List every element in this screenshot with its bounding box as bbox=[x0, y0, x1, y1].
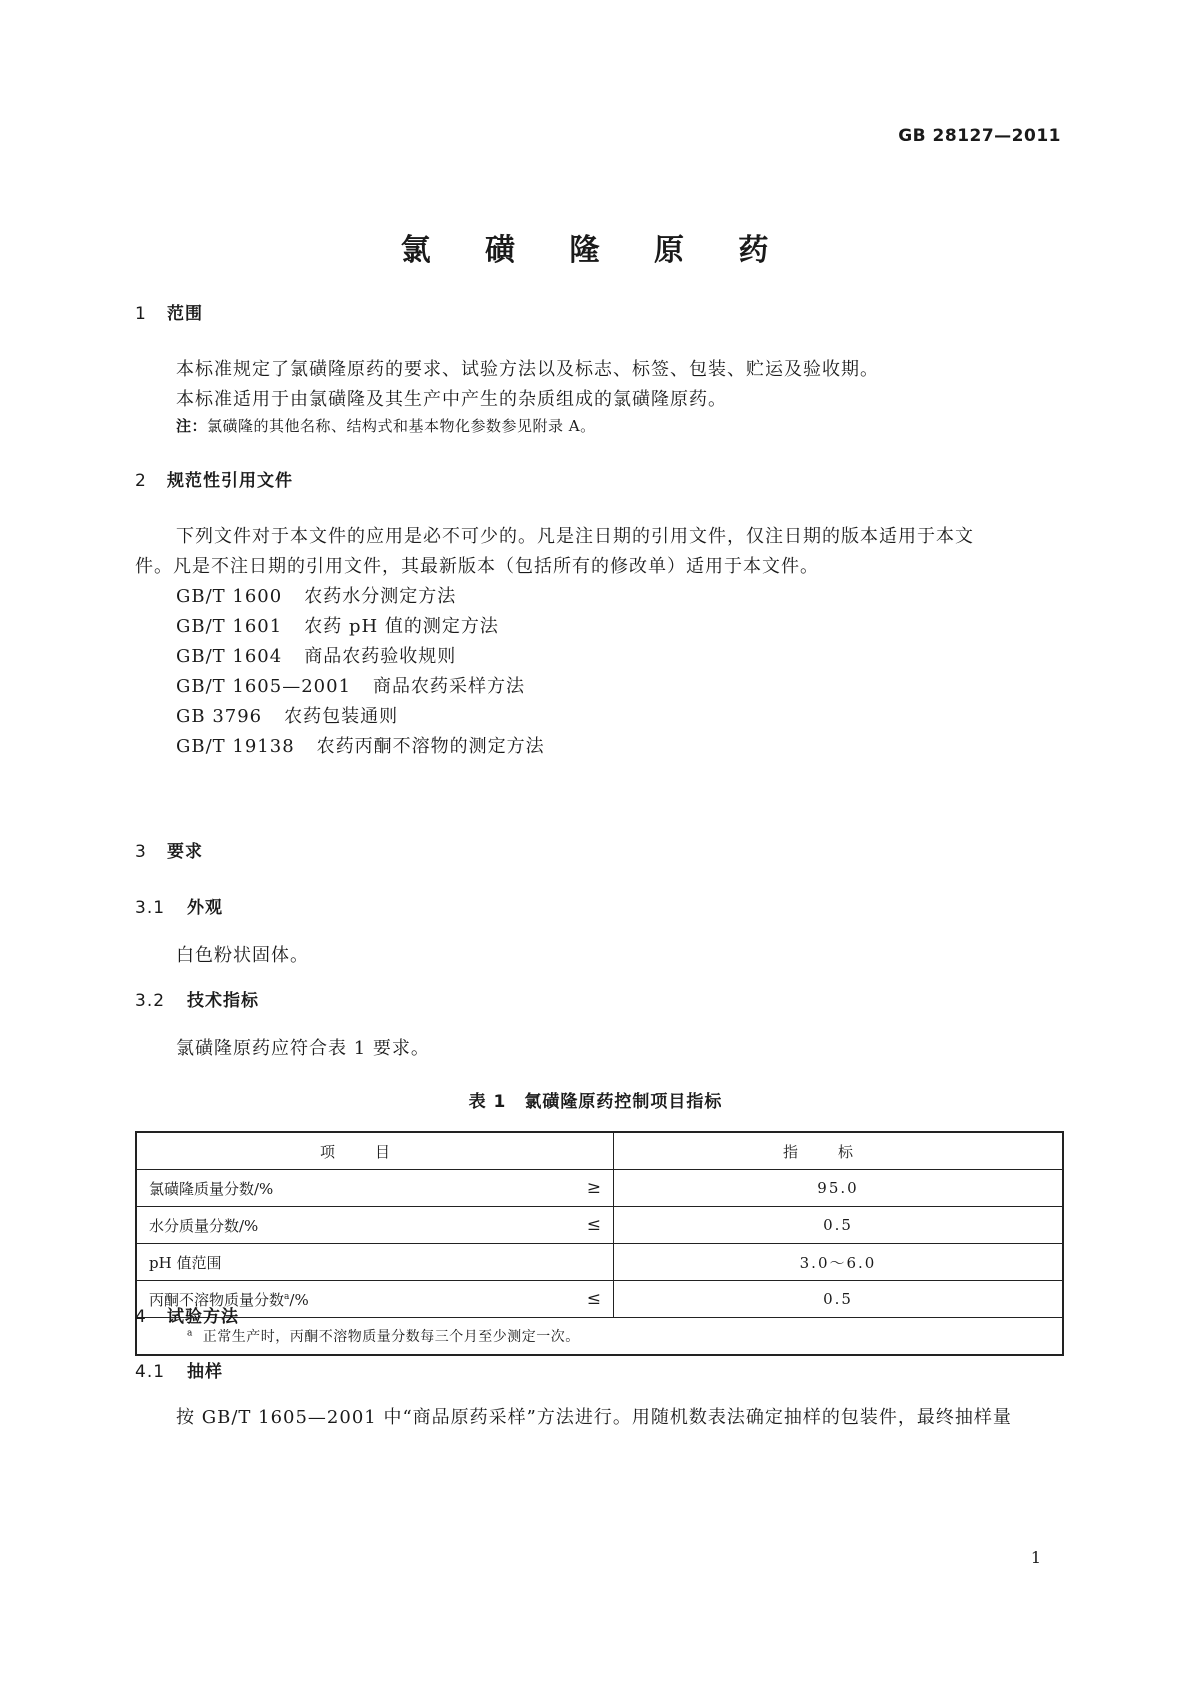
item-label: 氯磺隆质量分数/% bbox=[149, 1179, 274, 1198]
item-unit: /% bbox=[289, 1290, 309, 1309]
comparison-symbol: ≤ bbox=[586, 1215, 601, 1235]
document-title: 氯 磺 隆 原 药 bbox=[400, 233, 791, 268]
table-row bbox=[136, 1207, 1063, 1244]
footnote-mark: a bbox=[187, 1328, 193, 1339]
reference-code: GB 3796 bbox=[176, 706, 263, 727]
item-label: pH 值范围 bbox=[149, 1253, 222, 1272]
footnote-text: 正常生产时，丙酮不溶物质量分数每三个月至少测定一次。 bbox=[202, 1329, 580, 1345]
section-3-1-heading bbox=[135, 893, 223, 918]
standard-number: GB 28127—2011 bbox=[898, 126, 1061, 146]
item-cell bbox=[136, 1170, 614, 1207]
paragraph: 氯磺隆原药应符合表 1 要求。 bbox=[176, 1038, 430, 1059]
section-number: 4 bbox=[135, 1307, 147, 1327]
paragraph: 件。凡是不注日期的引用文件，其最新版本（包括所有的修改单）适用于本文件。 bbox=[135, 556, 819, 577]
section-3-heading bbox=[135, 837, 203, 862]
item-cell bbox=[136, 1244, 614, 1281]
header-value: 指标 bbox=[614, 1132, 1064, 1170]
reference-code: GB/T 1601 bbox=[176, 616, 283, 637]
item-cell bbox=[136, 1207, 614, 1244]
paragraph: 白色粉状固体。 bbox=[176, 945, 309, 966]
reference-title: 农药包装通则 bbox=[284, 706, 399, 727]
reference-title: 农药丙酮不溶物的测定方法 bbox=[316, 736, 545, 757]
section-title: 外观 bbox=[187, 898, 223, 918]
note-label: 注： bbox=[176, 417, 208, 435]
section-4-1-heading bbox=[135, 1357, 223, 1382]
reference-code: GB/T 1605—2001 bbox=[176, 676, 352, 697]
paragraph: 下列文件对于本文件的应用是必不可少的。凡是注日期的引用文件，仅注日期的版本适用于本文 bbox=[176, 526, 974, 547]
table-caption: 表 1 氯磺隆原药控制项目指标 bbox=[468, 1092, 723, 1112]
reference-item bbox=[176, 702, 398, 728]
item-text: 丙酮不溶物质量分数 bbox=[149, 1290, 285, 1309]
section-number: 3.1 bbox=[135, 898, 166, 918]
value-cell: 95.0 bbox=[614, 1170, 1064, 1207]
section-title: 技术指标 bbox=[187, 991, 259, 1011]
comparison-symbol: ≤ bbox=[586, 1289, 601, 1309]
table-header-row bbox=[136, 1132, 1063, 1170]
reference-code: GB/T 19138 bbox=[176, 736, 295, 757]
reference-item bbox=[176, 642, 456, 668]
section-2-heading bbox=[135, 466, 293, 491]
reference-item bbox=[176, 672, 525, 698]
reference-item bbox=[176, 582, 456, 608]
section-number: 3 bbox=[135, 842, 147, 862]
table-row bbox=[136, 1244, 1063, 1281]
table-row bbox=[136, 1281, 1063, 1318]
table-row bbox=[136, 1170, 1063, 1207]
section-title: 要求 bbox=[167, 842, 203, 862]
note-text: 氯磺隆的其他名称、结构式和基本物化参数参见附录 A。 bbox=[207, 417, 596, 435]
page-number: 1 bbox=[1030, 1548, 1041, 1567]
reference-item bbox=[176, 612, 499, 638]
reference-title: 商品农药验收规则 bbox=[304, 646, 457, 667]
value-cell: 3.0～6.0 bbox=[614, 1244, 1064, 1281]
section-number: 2 bbox=[135, 471, 147, 491]
reference-title: 农药 pH 值的测定方法 bbox=[304, 616, 499, 637]
section-number: 4.1 bbox=[135, 1362, 166, 1382]
table-footnote bbox=[136, 1318, 1063, 1356]
section-3-2-heading bbox=[135, 986, 259, 1011]
paragraph: 本标准适用于由氯磺隆及其生产中产生的杂质组成的氯磺隆原药。 bbox=[176, 389, 727, 410]
spec-table bbox=[135, 1131, 1064, 1356]
header-item: 项目 bbox=[136, 1132, 614, 1170]
reference-code: GB/T 1604 bbox=[176, 646, 283, 667]
paragraph: 本标准规定了氯磺隆原药的要求、试验方法以及标志、标签、包装、贮运及验收期。 bbox=[176, 359, 879, 380]
table-footnote-row bbox=[136, 1318, 1063, 1356]
item-label: 水分质量分数/% bbox=[149, 1216, 259, 1235]
section-number: 1 bbox=[135, 304, 147, 324]
note bbox=[176, 415, 596, 436]
section-title: 规范性引用文件 bbox=[167, 471, 293, 491]
reference-item bbox=[176, 732, 545, 758]
section-title: 试验方法 bbox=[167, 1307, 239, 1327]
section-title: 抽样 bbox=[187, 1362, 223, 1382]
section-number: 3.2 bbox=[135, 991, 166, 1011]
comparison-symbol: ≥ bbox=[586, 1178, 601, 1198]
value-cell: 0.5 bbox=[614, 1281, 1064, 1318]
paragraph: 按 GB/T 1605—2001 中“商品原药采样”方法进行。用随机数表法确定抽样的包装件，最终抽样量 bbox=[176, 1407, 1012, 1428]
reference-code: GB/T 1600 bbox=[176, 586, 283, 607]
reference-title: 农药水分测定方法 bbox=[304, 586, 457, 607]
footnote-ref: a bbox=[284, 1291, 290, 1302]
section-4-heading bbox=[135, 1302, 239, 1327]
value-cell: 0.5 bbox=[614, 1207, 1064, 1244]
section-1-heading bbox=[135, 299, 203, 324]
reference-title: 商品农药采样方法 bbox=[373, 676, 526, 697]
section-title: 范围 bbox=[167, 304, 203, 324]
